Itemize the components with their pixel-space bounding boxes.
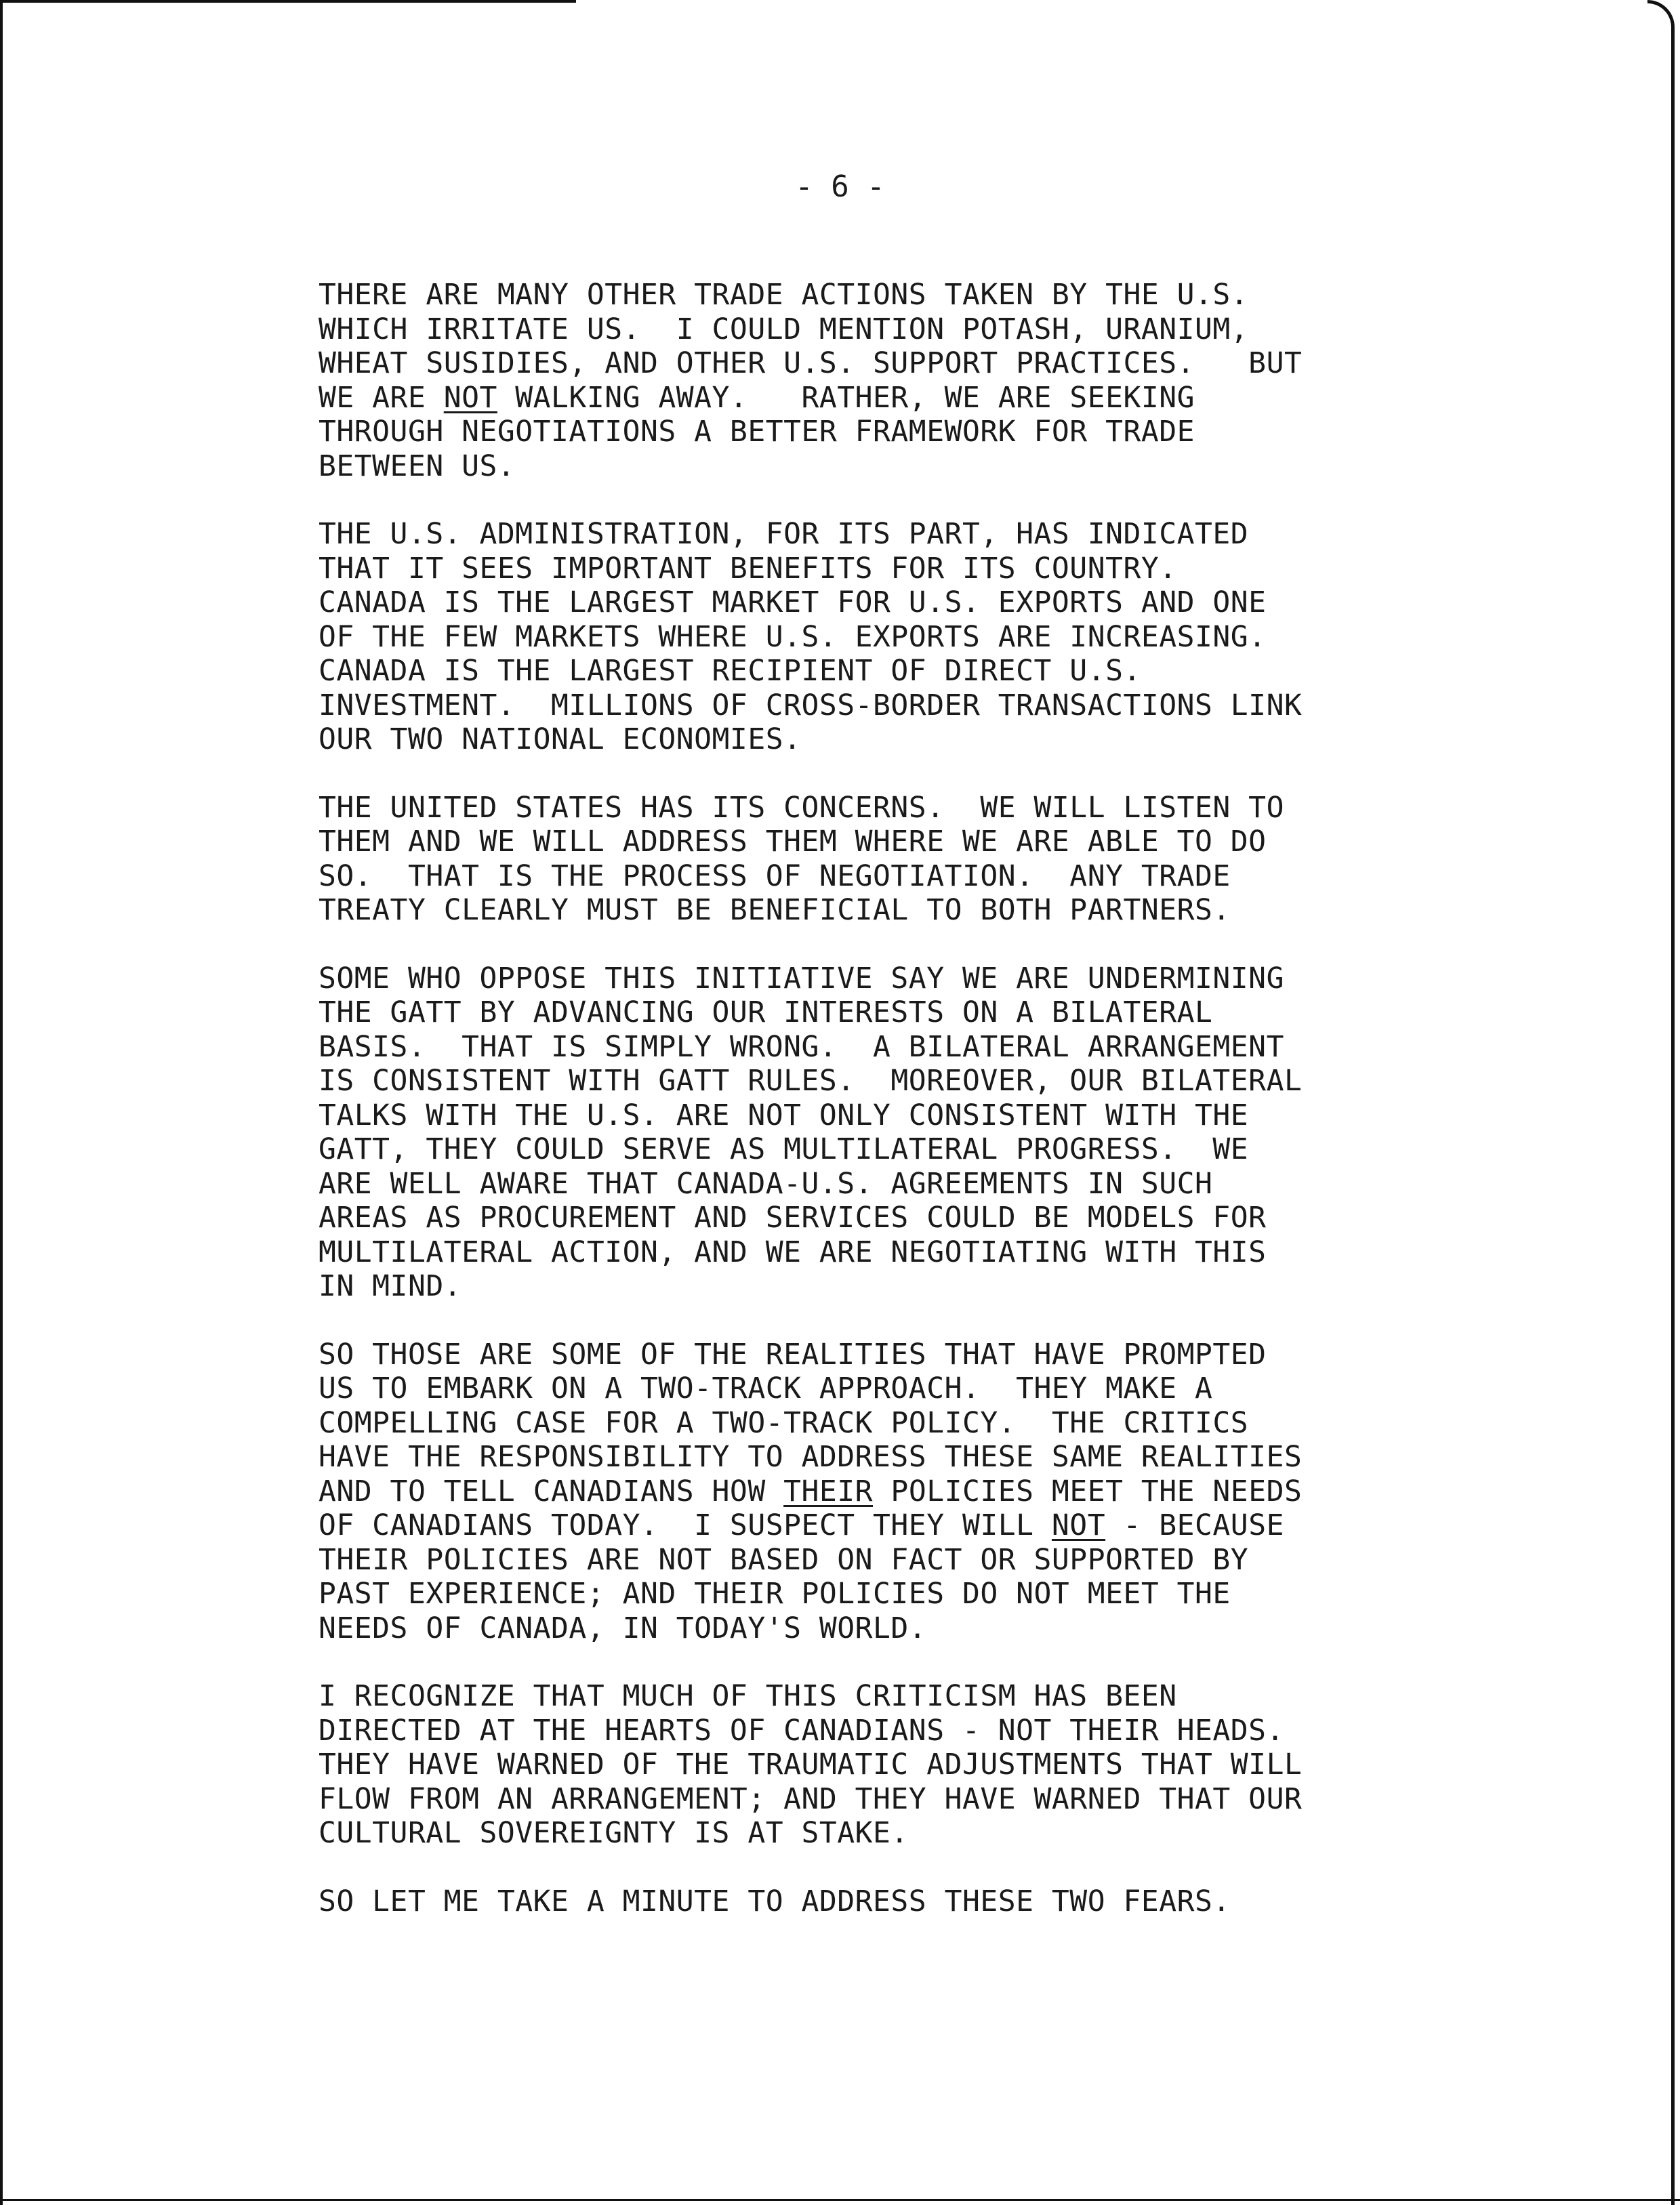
paragraph [319,1679,1525,1851]
text-line [319,552,1525,586]
paragraph [319,1884,1525,1919]
text-line [319,1508,1525,1543]
text-segment: POLICIES MEET THE NEEDS [873,1474,1303,1508]
text-segment: OUR TWO NATIONAL ECONOMIES. [319,722,802,756]
text-line [319,381,1525,415]
text-line [319,1884,1525,1919]
text-segment: MULTILATERAL ACTION, AND WE ARE NEGOTIATING WITH THIS [319,1235,1267,1269]
text-line [319,312,1525,347]
text-line [319,620,1525,655]
text-segment: SOME WHO OPPOSE THIS INITIATIVE SAY WE ARE UNDERMINING [319,961,1284,995]
text-line [319,278,1525,312]
text-line [319,585,1525,620]
paragraph [319,517,1525,757]
text-line [319,1577,1525,1611]
text-segment: THE UNITED STATES HAS ITS CONCERNS. WE WILL LISTEN TO [319,790,1284,825]
text-line [319,1782,1525,1817]
text-line [319,1440,1525,1475]
text-line [319,995,1525,1030]
text-segment: HAVE THE RESPONSIBILITY TO ADDRESS THESE SAME REALITIES [319,1440,1303,1474]
text-line [319,825,1525,859]
text-segment: WHICH IRRITATE US. I COULD MENTION POTASH, URANIUM, [319,312,1249,346]
scan-edge-left [0,0,3,2205]
text-segment: SO. THAT IS THE PROCESS OF NEGOTIATION. ANY TRADE [319,859,1231,893]
text-line [319,1714,1525,1748]
paragraph [319,962,1525,1304]
text-segment: SO LET ME TAKE A MINUTE TO ADDRESS THESE TWO FEARS. [319,1884,1231,1918]
underlined-word: NOT [1051,1508,1106,1542]
text-line [319,1748,1525,1782]
text-segment: INVESTMENT. MILLIONS OF CROSS-BORDER TRANSACTIONS LINK [319,688,1303,722]
text-segment: ARE WELL AWARE THAT CANADA-U.S. AGREEMENTS IN SUCH [319,1166,1213,1201]
scan-edge-top [0,0,576,3]
underlined-word: THEIR [783,1474,874,1508]
scan-edge-corner [1647,0,1675,30]
text-segment: FLOW FROM AN ARRANGEMENT; AND THEY HAVE WARNED THAT OUR [319,1781,1303,1816]
text-segment: WHEAT SUSIDIES, AND OTHER U.S. SUPPORT PRACTICES. BUT [319,346,1303,380]
text-segment: CANADA IS THE LARGEST RECIPIENT OF DIRECT U.S. [319,654,1141,688]
text-line [319,893,1525,928]
text-line [319,1235,1525,1270]
text-line [319,962,1525,996]
text-segment: OF CANADIANS TODAY. I SUSPECT THEY WILL [319,1508,1052,1542]
text-segment: THROUGH NEGOTIATIONS A BETTER FRAMEWORK FOR TRADE [319,415,1195,449]
paragraph [319,1338,1525,1646]
text-segment: SO THOSE ARE SOME OF THE REALITIES THAT HAVE PROMPTED [319,1337,1267,1372]
text-line [319,688,1525,723]
underlined-word: NOT [443,380,497,415]
text-line [319,1064,1525,1098]
text-line [319,1679,1525,1714]
text-segment: THERE ARE MANY OTHER TRADE ACTIONS TAKEN BY THE U.S. [319,278,1249,312]
text-line [319,1132,1525,1167]
text-segment: AREAS AS PROCUREMENT AND SERVICES COULD BE MODELS FOR [319,1201,1267,1235]
text-segment: CULTURAL SOVEREIGNTY IS AT STAKE. [319,1816,909,1850]
text-line [319,1338,1525,1372]
text-line [319,1543,1525,1578]
text-line [319,346,1525,381]
text-line [319,1406,1525,1441]
text-segment: THEIR POLICIES ARE NOT BASED ON FACT OR SUPPORTED BY [319,1542,1249,1577]
text-segment: PAST EXPERIENCE; AND THEIR POLICIES DO NOT MEET THE [319,1577,1231,1611]
text-line [319,517,1525,552]
text-segment: - BECAUSE [1105,1508,1284,1542]
paragraph [319,278,1525,483]
text-segment: GATT, THEY COULD SERVE AS MULTILATERAL PROGRESS. WE [319,1132,1249,1166]
text-line [319,1269,1525,1304]
text-segment: DIRECTED AT THE HEARTS OF CANADIANS - NOT THEIR HEADS. [319,1713,1284,1748]
text-segment: I RECOGNIZE THAT MUCH OF THIS CRITICISM HAS BEEN [319,1679,1177,1713]
text-segment: BETWEEN US. [319,449,516,483]
text-segment: IS CONSISTENT WITH GATT RULES. MOREOVER, OUR BILATERAL [319,1064,1303,1098]
text-segment: CANADA IS THE LARGEST MARKET FOR U.S. EXPORTS AND ONE [319,585,1267,619]
document-body [319,278,1525,1952]
text-line [319,1167,1525,1201]
text-segment: THEY HAVE WARNED OF THE TRAUMATIC ADJUSTMENTS THAT WILL [319,1748,1303,1781]
text-segment: WALKING AWAY. RATHER, WE ARE SEEKING [497,380,1195,415]
scan-edge-right [1671,27,1675,2205]
text-segment: BASIS. THAT IS SIMPLY WRONG. A BILATERAL ARRANGEMENT [319,1029,1284,1064]
text-line [319,791,1525,825]
text-line [319,859,1525,894]
text-segment: WE ARE [319,380,444,415]
text-segment: TALKS WITH THE U.S. ARE NOT ONLY CONSISTENT WITH THE [319,1098,1249,1132]
text-segment: OF THE FEW MARKETS WHERE U.S. EXPORTS ARE INCREASING. [319,619,1267,654]
text-line [319,1611,1525,1646]
text-segment: THE GATT BY ADVANCING OUR INTERESTS ON A BILATERAL [319,995,1213,1029]
text-segment: AND TO TELL CANADIANS HOW [319,1474,784,1508]
text-line [319,449,1525,484]
text-segment: COMPELLING CASE FOR A TWO-TRACK POLICY. THE CRITICS [319,1405,1249,1440]
page-number: - 6 - [795,169,885,204]
text-line [319,722,1525,757]
text-segment: THE U.S. ADMINISTRATION, FOR ITS PART, HAS INDICATED [319,517,1249,551]
text-line [319,1475,1525,1509]
text-segment: NEEDS OF CANADA, IN TODAY'S WORLD. [319,1611,927,1645]
text-line [319,1816,1525,1851]
text-line [319,415,1525,449]
text-segment: TREATY CLEARLY MUST BE BENEFICIAL TO BOTH PARTNERS. [319,893,1231,927]
text-segment: THAT IT SEES IMPORTANT BENEFITS FOR ITS COUNTRY. [319,551,1177,585]
text-segment: THEM AND WE WILL ADDRESS THEM WHERE WE ARE ABLE TO DO [319,825,1267,859]
text-line [319,1098,1525,1133]
text-line [319,1372,1525,1406]
scan-edge-bottom [0,2199,1680,2201]
text-line [319,1030,1525,1065]
text-segment: IN MIND. [319,1269,462,1303]
text-line [319,1201,1525,1235]
text-segment: US TO EMBARK ON A TWO-TRACK APPROACH. THEY MAKE A [319,1372,1213,1405]
paragraph [319,791,1525,928]
text-line [319,654,1525,688]
